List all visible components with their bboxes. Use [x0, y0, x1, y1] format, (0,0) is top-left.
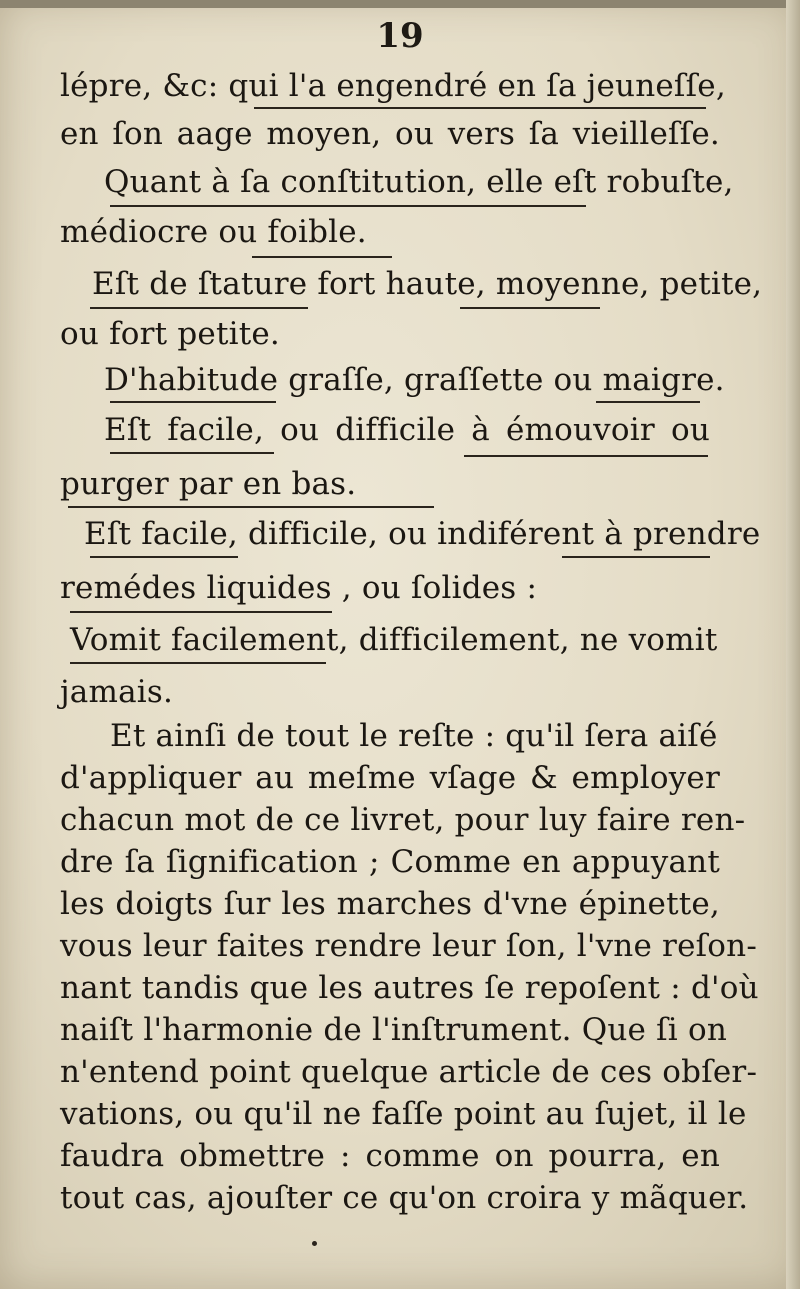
text-line: tout cas, ajouſter ce qu'on croira y mãquer.	[60, 1180, 749, 1216]
underline-rule	[464, 455, 708, 457]
text-line: faudra obmettre : comme on pourra, en	[60, 1138, 720, 1174]
page-number: 19	[376, 16, 424, 56]
text-line: médiocre ou foible.	[60, 214, 367, 250]
text-line: naiſt l'harmonie de l'inſtrument. Que ſi on	[60, 1012, 727, 1048]
underline-rule	[110, 401, 276, 403]
text-line: nant tandis que les autres ſe repoſent : d'où	[60, 970, 759, 1006]
underline-rule	[110, 452, 274, 454]
text-line: vous leur faites rendre leur ſon, l'vne reſon-	[60, 928, 757, 964]
ink-speck	[312, 1241, 317, 1246]
underline-rule	[252, 256, 392, 258]
underline-rule	[596, 401, 700, 403]
underline-rule	[70, 662, 326, 664]
text-line: remédes liquides , ou ſolides :	[60, 570, 538, 606]
underline-rule	[254, 107, 706, 109]
text-line: en ſon aage moyen, ou vers ſa vieilleſſe.	[60, 116, 720, 152]
text-line: Vomit facilement, difficilement, ne vomit	[70, 622, 718, 658]
underline-rule	[90, 307, 308, 309]
text-line: dre ſa ſignification ; Comme en appuyant	[60, 844, 720, 880]
text-line: D'habitude graſſe, graſſette ou maigre.	[104, 362, 725, 398]
text-line: ou fort petite.	[60, 316, 280, 352]
text-line: Quant à ſa conſtitution, elle eſt robuſte,	[104, 164, 734, 200]
underline-rule	[90, 556, 238, 558]
text-line: les doigts ſur les marches d'vne épinette,	[60, 886, 720, 922]
underline-rule	[460, 307, 600, 309]
text-line: purger par en bas.	[60, 466, 357, 502]
text-line: d'appliquer au meſme vſage & employer	[60, 760, 720, 796]
text-line: Et ainſi de tout le reſte : qu'il ſera aiſé	[110, 718, 718, 754]
underline-rule	[68, 506, 434, 508]
text-line: Eſt facile, ou difficile à émouvoir ou	[104, 412, 710, 448]
text-line: Eſt facile, difficile, ou indiférent à prendre	[84, 516, 761, 552]
text-line: jamais.	[60, 674, 174, 710]
text-line: chacun mot de ce livret, pour luy faire ren-	[60, 802, 746, 838]
underline-rule	[70, 611, 332, 613]
text-line: lépre, &c: qui l'a engendré en ſa jeuneſſe,	[60, 68, 726, 104]
underline-rule	[110, 205, 586, 207]
text-line: n'entend point quelque article de ces obſer-	[60, 1054, 758, 1090]
underline-rule	[562, 556, 710, 558]
text-line: vations, ou qu'il ne faſſe point au ſujet, il le	[60, 1096, 747, 1132]
text-line: Eſt de ſtature fort haute, moyenne, petite,	[92, 266, 763, 302]
